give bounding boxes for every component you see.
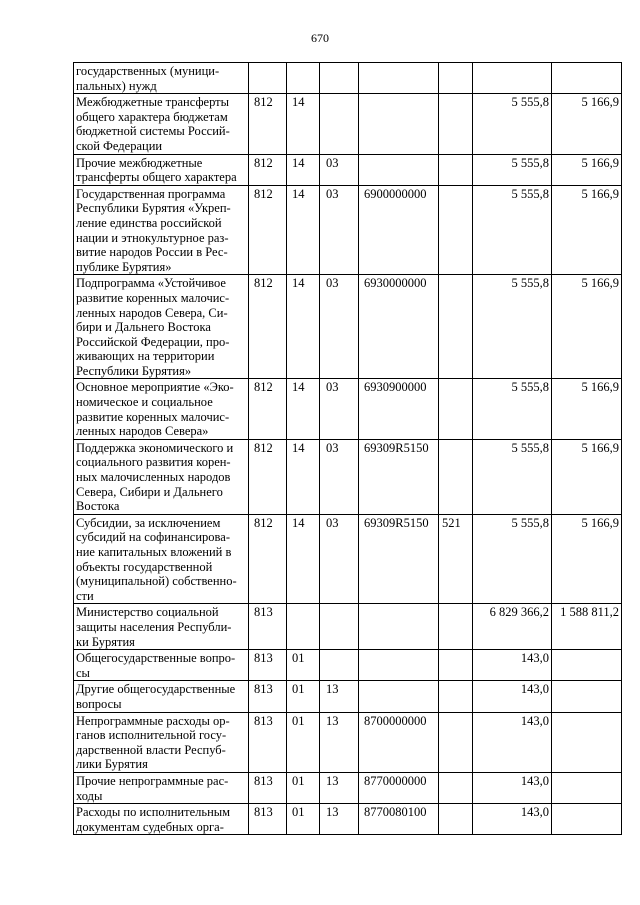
section-code-cell xyxy=(287,63,320,94)
expense-kind-cell xyxy=(439,379,473,439)
page-number: 670 xyxy=(311,31,329,45)
amount-1-cell xyxy=(473,63,552,94)
expense-kind-cell xyxy=(439,275,473,379)
budget-table-body xyxy=(74,63,622,835)
table-row xyxy=(74,439,622,514)
admin-code-cell: 813 xyxy=(249,712,287,772)
table-row xyxy=(74,681,622,712)
section-code-cell: 14 xyxy=(287,439,320,514)
subsection-code-cell: 13 xyxy=(320,712,359,772)
target-article-cell xyxy=(359,154,439,185)
section-code-cell xyxy=(287,604,320,650)
amount-2-cell: 5 166,9 xyxy=(552,154,622,185)
expense-kind-cell xyxy=(439,63,473,94)
admin-code-cell: 813 xyxy=(249,681,287,712)
amount-1-cell: 143,0 xyxy=(473,681,552,712)
admin-code-cell: 812 xyxy=(249,439,287,514)
amount-2-cell: 5 166,9 xyxy=(552,275,622,379)
subsection-code-cell: 03 xyxy=(320,154,359,185)
expense-kind-cell: 521 xyxy=(439,514,473,604)
amount-1-cell: 143,0 xyxy=(473,712,552,772)
row-name-cell: Основное мероприятие «Эко- номическое и социальное развитие коренных малочис- ленных народов Севера» xyxy=(74,379,249,439)
amount-2-cell: 5 166,9 xyxy=(552,379,622,439)
table-row xyxy=(74,275,622,379)
amount-1-cell: 143,0 xyxy=(473,772,552,803)
amount-1-cell: 5 555,8 xyxy=(473,154,552,185)
amount-1-cell: 5 555,8 xyxy=(473,185,552,275)
admin-code-cell: 812 xyxy=(249,514,287,604)
amount-2-cell: 5 166,9 xyxy=(552,185,622,275)
amount-2-cell xyxy=(552,681,622,712)
table-row xyxy=(74,712,622,772)
table-row xyxy=(74,804,622,835)
section-code-cell: 14 xyxy=(287,379,320,439)
amount-1-cell: 5 555,8 xyxy=(473,379,552,439)
target-article-cell xyxy=(359,63,439,94)
admin-code-cell: 813 xyxy=(249,804,287,835)
admin-code-cell: 812 xyxy=(249,275,287,379)
expense-kind-cell xyxy=(439,154,473,185)
subsection-code-cell: 03 xyxy=(320,379,359,439)
amount-1-cell: 6 829 366,2 xyxy=(473,604,552,650)
expense-kind-cell xyxy=(439,772,473,803)
subsection-code-cell: 13 xyxy=(320,804,359,835)
table-row xyxy=(74,63,622,94)
subsection-code-cell: 13 xyxy=(320,681,359,712)
row-name-cell: Прочие межбюджетные трансферты общего характера xyxy=(74,154,249,185)
amount-1-cell: 5 555,8 xyxy=(473,514,552,604)
section-code-cell: 01 xyxy=(287,681,320,712)
row-name-cell: Подпрограмма «Устойчивое развитие коренных малочис- ленных народов Севера, Си- бири и Дальнего Востока Российской Федерации, про- живающих на территории Республики Бурятия» xyxy=(74,275,249,379)
target-article-cell: 69309R5150 xyxy=(359,439,439,514)
expense-kind-cell xyxy=(439,650,473,681)
row-name-cell: Межбюджетные трансферты общего характера бюджетам бюджетной системы Россий- ской Федерации xyxy=(74,94,249,154)
target-article-cell xyxy=(359,650,439,681)
row-name-cell: государственных (муници- пальных) нужд xyxy=(74,63,249,94)
row-name-cell: Министерство социальной защиты населения Республи- ки Бурятия xyxy=(74,604,249,650)
row-name-cell: Непрограммные расходы ор- ганов исполнительной госу- дарственной власти Респуб- лики Бурятия xyxy=(74,712,249,772)
subsection-code-cell: 03 xyxy=(320,185,359,275)
subsection-code-cell xyxy=(320,94,359,154)
amount-2-cell: 1 588 811,2 xyxy=(552,604,622,650)
expense-kind-cell xyxy=(439,804,473,835)
row-name-cell: Общегосударственные вопро- сы xyxy=(74,650,249,681)
section-code-cell: 14 xyxy=(287,514,320,604)
admin-code-cell: 813 xyxy=(249,772,287,803)
target-article-cell: 6930900000 xyxy=(359,379,439,439)
row-name-cell: Поддержка экономического и социального развития корен- ных малочисленных народов Севера, Сибири и Дальнего Востока xyxy=(74,439,249,514)
expense-kind-cell xyxy=(439,185,473,275)
table-row xyxy=(74,604,622,650)
subsection-code-cell xyxy=(320,650,359,681)
row-name-cell: Государственная программа Республики Бурятия «Укреп- ление единства российской нации и этнокультурное раз- витие народов России в Рес- публике Бурятия» xyxy=(74,185,249,275)
amount-1-cell: 5 555,8 xyxy=(473,439,552,514)
section-code-cell: 14 xyxy=(287,275,320,379)
row-name-cell: Субсидии, за исключением субсидий на софинансирова- ние капитальных вложений в объекты государственной (муниципальной) собственно- сти xyxy=(74,514,249,604)
target-article-cell xyxy=(359,604,439,650)
amount-1-cell: 5 555,8 xyxy=(473,275,552,379)
section-code-cell: 01 xyxy=(287,650,320,681)
expense-kind-cell xyxy=(439,604,473,650)
amount-2-cell xyxy=(552,772,622,803)
amount-1-cell: 143,0 xyxy=(473,650,552,681)
subsection-code-cell xyxy=(320,604,359,650)
section-code-cell: 14 xyxy=(287,94,320,154)
subsection-code-cell: 03 xyxy=(320,275,359,379)
expense-kind-cell xyxy=(439,712,473,772)
table-row xyxy=(74,185,622,275)
table-row xyxy=(74,379,622,439)
target-article-cell: 8770080100 xyxy=(359,804,439,835)
section-code-cell: 01 xyxy=(287,804,320,835)
section-code-cell: 01 xyxy=(287,772,320,803)
admin-code-cell: 812 xyxy=(249,379,287,439)
expense-kind-cell xyxy=(439,681,473,712)
target-article-cell: 6900000000 xyxy=(359,185,439,275)
section-code-cell: 14 xyxy=(287,154,320,185)
target-article-cell: 69309R5150 xyxy=(359,514,439,604)
table-row xyxy=(74,650,622,681)
subsection-code-cell: 03 xyxy=(320,439,359,514)
subsection-code-cell: 03 xyxy=(320,514,359,604)
subsection-code-cell xyxy=(320,63,359,94)
amount-2-cell: 5 166,9 xyxy=(552,439,622,514)
target-article-cell xyxy=(359,681,439,712)
section-code-cell: 01 xyxy=(287,712,320,772)
table-row xyxy=(74,154,622,185)
admin-code-cell: 812 xyxy=(249,94,287,154)
budget-table xyxy=(73,62,622,835)
target-article-cell: 8770000000 xyxy=(359,772,439,803)
amount-1-cell: 143,0 xyxy=(473,804,552,835)
row-name-cell: Другие общегосударственные вопросы xyxy=(74,681,249,712)
target-article-cell xyxy=(359,94,439,154)
expense-kind-cell xyxy=(439,439,473,514)
amount-2-cell xyxy=(552,804,622,835)
admin-code-cell: 813 xyxy=(249,604,287,650)
target-article-cell: 6930000000 xyxy=(359,275,439,379)
row-name-cell: Расходы по исполнительным документам судебных орга- xyxy=(74,804,249,835)
admin-code-cell: 813 xyxy=(249,650,287,681)
amount-2-cell: 5 166,9 xyxy=(552,514,622,604)
admin-code-cell: 812 xyxy=(249,185,287,275)
amount-2-cell xyxy=(552,712,622,772)
target-article-cell: 8700000000 xyxy=(359,712,439,772)
row-name-cell: Прочие непрограммные рас- ходы xyxy=(74,772,249,803)
table-row xyxy=(74,514,622,604)
admin-code-cell xyxy=(249,63,287,94)
amount-2-cell xyxy=(552,650,622,681)
admin-code-cell: 812 xyxy=(249,154,287,185)
amount-2-cell xyxy=(552,63,622,94)
table-row xyxy=(74,94,622,154)
table-row xyxy=(74,772,622,803)
amount-1-cell: 5 555,8 xyxy=(473,94,552,154)
amount-2-cell: 5 166,9 xyxy=(552,94,622,154)
subsection-code-cell: 13 xyxy=(320,772,359,803)
section-code-cell: 14 xyxy=(287,185,320,275)
expense-kind-cell xyxy=(439,94,473,154)
